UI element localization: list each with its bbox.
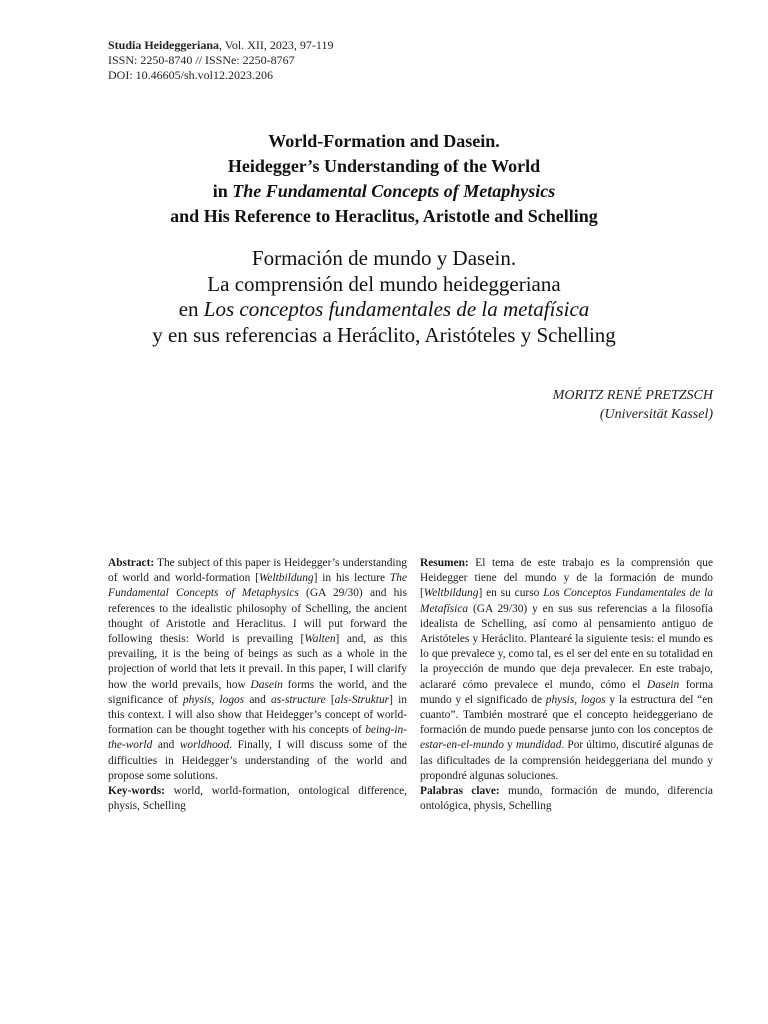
english-title-book: The Fundamental Concepts of Metaphysics: [232, 181, 556, 201]
resumen-label: Resumen:: [420, 557, 469, 569]
spanish-keywords: [420, 784, 713, 814]
spanish-title-line-4: y en sus referencias a Heráclito, Aristóteles y Schelling: [152, 322, 616, 347]
english-title-line-1: World-Formation and Dasein.: [268, 131, 500, 151]
abstract-text: The subject of this paper is Heidegger’s understanding of world and world-formation [: [108, 557, 407, 585]
english-abstract: [108, 556, 407, 814]
journal-volume: , Vol. XII, 2023, 97-119: [219, 38, 334, 52]
abstract-label: Abstract:: [108, 557, 155, 569]
english-keywords: [108, 784, 407, 814]
journal-doi: DOI: 10.46605/sh.vol12.2023.206: [108, 68, 273, 82]
keywords-text: world, world-formation, ontological difference, physis, Schelling: [108, 785, 407, 813]
resumen-text: . Por último, discutiré algunas de las dificultades de la comprensión heideggeriana del mundo y propondré algunas soluciones.: [420, 739, 713, 782]
journal-issn: ISSN: 2250-8740 // ISSNe: 2250-8767: [108, 53, 295, 67]
resumen-term: Los Conceptos Fundamentales de la Metafísica: [420, 587, 713, 615]
resumen-text: El tema de este trabajo es la comprensión que Heidegger tiene del mundo y de la formación de mundo [: [420, 557, 713, 600]
abstract-text: ,: [211, 693, 220, 706]
resumen-term: Weltbildung: [423, 587, 479, 600]
author-affiliation: (Universität Kassel): [599, 407, 713, 422]
journal-name: Studia Heideggeriana: [108, 38, 220, 52]
abstract-text: ] in his lecture: [313, 572, 390, 585]
abstract-term: Walten: [304, 633, 336, 646]
abstract-term: being-in-the-world: [108, 724, 407, 752]
spanish-title-line-2: La comprensión del mundo heideggeriana: [207, 271, 561, 296]
spanish-abstract: [420, 556, 713, 814]
journal-header: [108, 38, 333, 83]
resumen-term: Dasein: [646, 678, 680, 691]
author-block: [553, 386, 713, 424]
resumen-text: ,: [574, 693, 581, 706]
english-title-line-3-prefix: in: [212, 181, 233, 201]
english-title: [40, 129, 728, 229]
abstract-text: . Finally, I will discuss some of the difficulties in Heidegger’s understanding of the world and propose some solutions.: [108, 739, 407, 782]
english-title-line-4: and His Reference to Heraclitus, Aristotle and Schelling: [170, 206, 598, 226]
spanish-title-line-3-prefix: en: [178, 297, 204, 321]
abstract-term: logos: [219, 693, 245, 706]
english-title-line-3: [40, 179, 728, 204]
abstract-text: [: [325, 693, 335, 706]
abstract-term: physis: [182, 693, 212, 706]
resumen-term: estar-en-el-mundo: [420, 739, 504, 752]
spanish-title: [40, 246, 728, 348]
spanish-abstract-paragraph: [420, 556, 713, 784]
abstract-term: als-Struktur: [334, 693, 390, 706]
spanish-title-line-3: [40, 297, 728, 323]
resumen-term: physis: [545, 693, 575, 706]
author-name: MORITZ RENÉ PRETZSCH: [552, 388, 713, 403]
resumen-text: (GA 29/30) y en sus sus referencias a la filosofía idealista de Schelling, así como al pensamiento antiguo de Aristóteles y Heráclito. Plantearé la siguiente tesis: el mundo es lo que prevalece y, como tal, es el ser del ente en su totalidad en la proyección de mundo que deja prevalecer. En este trabajo, aclararé cómo prevalece el mundo, cómo el: [420, 602, 713, 691]
keywords-label: Key-words:: [108, 785, 165, 798]
journal-citation: [108, 38, 333, 53]
abstract-text: ] in this context. I will also show that Heidegger’s concept of world-formation can be thought together with his concepts of: [108, 693, 407, 737]
resumen-term: mundidad: [515, 739, 562, 752]
spanish-title-line-1: Formación de mundo y Dasein.: [251, 246, 517, 270]
english-abstract-paragraph: [108, 556, 407, 784]
abstract-text: forms the world, and the significance of: [108, 678, 407, 706]
english-title-line-2: Heidegger’s Understanding of the World: [227, 156, 541, 176]
resumen-text: y la estructura del “en cuanto”. También mostraré que el concepto heideggeriano de formación de mundo puede pensarse junto con los conceptos de: [420, 693, 713, 737]
palabras-clave-label: Palabras clave:: [420, 785, 500, 798]
resumen-term: logos: [580, 693, 606, 706]
resumen-text: forma mundo y el significado de: [420, 678, 714, 706]
abstract-text: (GA 29/30) and his references to the idealistic philosophy of Schelling, the ancient thought of Aristotle and Heraclitus. I will put forward the following thesis: World is prevailing [: [108, 587, 407, 646]
spanish-title-book: Los conceptos fundamentales de la metafísica: [203, 297, 590, 321]
palabras-clave-text: mundo, formación de mundo, diferencia ontológica, physis, Schelling: [420, 785, 713, 813]
abstract-text: ] and, as this prevailing, it is the being of beings as such as a whole in the projection of world that lets it prevail. In this paper, I will clarify how the world prevails, how: [108, 633, 407, 691]
abstract-text: and: [152, 739, 180, 752]
abstract-term: Weltbildung: [258, 572, 314, 585]
abstract-text: and: [244, 693, 272, 706]
abstract-term: The Fundamental Concepts of Metaphysics: [108, 572, 408, 600]
abstract-term: worldhood: [179, 739, 230, 752]
abstract-term: as-structure: [271, 693, 326, 706]
abstract-term: Dasein: [250, 678, 283, 691]
resumen-text: y: [503, 739, 516, 752]
resumen-text: ] en su curso: [478, 587, 544, 600]
